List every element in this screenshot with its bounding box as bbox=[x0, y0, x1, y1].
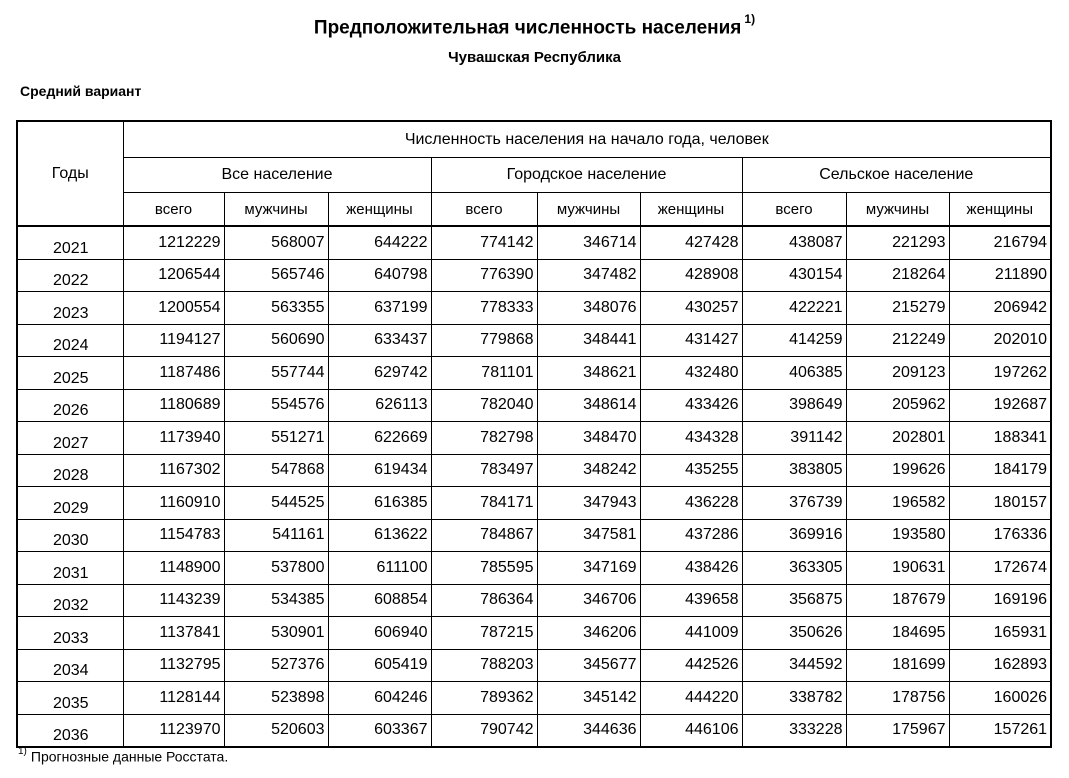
table-row bbox=[17, 226, 1051, 259]
value-cell: 530901 bbox=[224, 617, 328, 650]
value-cell: 784171 bbox=[431, 487, 537, 520]
value-cell: 184695 bbox=[846, 617, 949, 650]
value-cell: 544525 bbox=[224, 487, 328, 520]
header-sub-1-2: женщины bbox=[640, 193, 742, 227]
year-cell: 2027 bbox=[17, 422, 123, 455]
value-cell: 434328 bbox=[640, 422, 742, 455]
value-cell: 1206544 bbox=[123, 259, 224, 292]
year-cell: 2025 bbox=[17, 357, 123, 390]
value-cell: 427428 bbox=[640, 226, 742, 259]
region-subtitle: Чувашская Республика bbox=[448, 49, 621, 66]
value-cell: 613622 bbox=[328, 519, 431, 552]
value-cell: 608854 bbox=[328, 584, 431, 617]
value-cell: 205962 bbox=[846, 389, 949, 422]
value-cell: 428908 bbox=[640, 259, 742, 292]
value-cell: 604246 bbox=[328, 682, 431, 715]
value-cell: 181699 bbox=[846, 649, 949, 682]
value-cell: 162893 bbox=[949, 649, 1051, 682]
value-cell: 202801 bbox=[846, 422, 949, 455]
header-sub-0-2: женщины bbox=[328, 193, 431, 227]
table-row bbox=[17, 292, 1051, 325]
footnote bbox=[18, 744, 228, 767]
value-cell: 391142 bbox=[742, 422, 846, 455]
value-cell: 221293 bbox=[846, 226, 949, 259]
value-cell: 534385 bbox=[224, 584, 328, 617]
value-cell: 611100 bbox=[328, 552, 431, 585]
value-cell: 190631 bbox=[846, 552, 949, 585]
value-cell: 554576 bbox=[224, 389, 328, 422]
value-cell: 778333 bbox=[431, 292, 537, 325]
value-cell: 784867 bbox=[431, 519, 537, 552]
table-row bbox=[17, 422, 1051, 455]
table-row bbox=[17, 617, 1051, 650]
value-cell: 346706 bbox=[537, 584, 640, 617]
value-cell: 1160910 bbox=[123, 487, 224, 520]
year-cell: 2032 bbox=[17, 584, 123, 617]
value-cell: 1173940 bbox=[123, 422, 224, 455]
value-cell: 188341 bbox=[949, 422, 1051, 455]
year-cell: 2028 bbox=[17, 454, 123, 487]
population-table bbox=[16, 120, 1052, 748]
value-cell: 1132795 bbox=[123, 649, 224, 682]
value-cell: 1194127 bbox=[123, 324, 224, 357]
page-title bbox=[0, 9, 1069, 41]
value-cell: 606940 bbox=[328, 617, 431, 650]
table-row bbox=[17, 682, 1051, 715]
value-cell: 557744 bbox=[224, 357, 328, 390]
value-cell: 348242 bbox=[537, 454, 640, 487]
value-cell: 169196 bbox=[949, 584, 1051, 617]
header-sub-2-0: всего bbox=[742, 193, 846, 227]
value-cell: 345142 bbox=[537, 682, 640, 715]
table-row bbox=[17, 487, 1051, 520]
value-cell: 560690 bbox=[224, 324, 328, 357]
value-cell: 348470 bbox=[537, 422, 640, 455]
value-cell: 1148900 bbox=[123, 552, 224, 585]
value-cell: 209123 bbox=[846, 357, 949, 390]
value-cell: 430154 bbox=[742, 259, 846, 292]
year-cell: 2029 bbox=[17, 487, 123, 520]
value-cell: 347581 bbox=[537, 519, 640, 552]
header-sub-2-2: женщины bbox=[949, 193, 1051, 227]
value-cell: 338782 bbox=[742, 682, 846, 715]
value-cell: 779868 bbox=[431, 324, 537, 357]
value-cell: 547868 bbox=[224, 454, 328, 487]
page-title-text: Предположительная численность населения bbox=[313, 17, 742, 39]
table-body bbox=[17, 226, 1051, 747]
year-cell: 2034 bbox=[17, 649, 123, 682]
value-cell: 437286 bbox=[640, 519, 742, 552]
value-cell: 1200554 bbox=[123, 292, 224, 325]
value-cell: 1212229 bbox=[123, 226, 224, 259]
value-cell: 356875 bbox=[742, 584, 846, 617]
value-cell: 212249 bbox=[846, 324, 949, 357]
value-cell: 605419 bbox=[328, 649, 431, 682]
value-cell: 165931 bbox=[949, 617, 1051, 650]
year-cell: 2036 bbox=[17, 714, 123, 747]
value-cell: 422221 bbox=[742, 292, 846, 325]
table-row bbox=[17, 324, 1051, 357]
header-sub-1-0: всего bbox=[431, 193, 537, 227]
value-cell: 383805 bbox=[742, 454, 846, 487]
value-cell: 626113 bbox=[328, 389, 431, 422]
table-row bbox=[17, 389, 1051, 422]
value-cell: 541161 bbox=[224, 519, 328, 552]
value-cell: 616385 bbox=[328, 487, 431, 520]
value-cell: 622669 bbox=[328, 422, 431, 455]
value-cell: 347482 bbox=[537, 259, 640, 292]
value-cell: 438426 bbox=[640, 552, 742, 585]
value-cell: 398649 bbox=[742, 389, 846, 422]
value-cell: 350626 bbox=[742, 617, 846, 650]
table-row bbox=[17, 552, 1051, 585]
value-cell: 202010 bbox=[949, 324, 1051, 357]
value-cell: 431427 bbox=[640, 324, 742, 357]
value-cell: 187679 bbox=[846, 584, 949, 617]
value-cell: 414259 bbox=[742, 324, 846, 357]
header-sub-1-1: мужчины bbox=[537, 193, 640, 227]
table-row bbox=[17, 357, 1051, 390]
value-cell: 782798 bbox=[431, 422, 537, 455]
value-cell: 160026 bbox=[949, 682, 1051, 715]
year-cell: 2024 bbox=[17, 324, 123, 357]
value-cell: 211890 bbox=[949, 259, 1051, 292]
value-cell: 629742 bbox=[328, 357, 431, 390]
value-cell: 786364 bbox=[431, 584, 537, 617]
value-cell: 344636 bbox=[537, 714, 640, 747]
value-cell: 432480 bbox=[640, 357, 742, 390]
header-group-2: Сельское население bbox=[742, 158, 1051, 193]
value-cell: 1137841 bbox=[123, 617, 224, 650]
value-cell: 206942 bbox=[949, 292, 1051, 325]
value-cell: 640798 bbox=[328, 259, 431, 292]
value-cell: 430257 bbox=[640, 292, 742, 325]
year-cell: 2030 bbox=[17, 519, 123, 552]
header-group-1: Городское население bbox=[431, 158, 742, 193]
title-footnote-mark: 1) bbox=[744, 12, 756, 26]
value-cell: 1167302 bbox=[123, 454, 224, 487]
value-cell: 637199 bbox=[328, 292, 431, 325]
value-cell: 1154783 bbox=[123, 519, 224, 552]
value-cell: 520603 bbox=[224, 714, 328, 747]
table-row bbox=[17, 454, 1051, 487]
value-cell: 1143239 bbox=[123, 584, 224, 617]
value-cell: 178756 bbox=[846, 682, 949, 715]
value-cell: 216794 bbox=[949, 226, 1051, 259]
value-cell: 347943 bbox=[537, 487, 640, 520]
value-cell: 787215 bbox=[431, 617, 537, 650]
value-cell: 363305 bbox=[742, 552, 846, 585]
table-row bbox=[17, 584, 1051, 617]
value-cell: 193580 bbox=[846, 519, 949, 552]
value-cell: 176336 bbox=[949, 519, 1051, 552]
header-sub-2-1: мужчины bbox=[846, 193, 949, 227]
value-cell: 789362 bbox=[431, 682, 537, 715]
value-cell: 442526 bbox=[640, 649, 742, 682]
value-cell: 180157 bbox=[949, 487, 1051, 520]
value-cell: 175967 bbox=[846, 714, 949, 747]
value-cell: 218264 bbox=[846, 259, 949, 292]
value-cell: 790742 bbox=[431, 714, 537, 747]
value-cell: 348614 bbox=[537, 389, 640, 422]
value-cell: 192687 bbox=[949, 389, 1051, 422]
year-cell: 2023 bbox=[17, 292, 123, 325]
table-row bbox=[17, 259, 1051, 292]
value-cell: 527376 bbox=[224, 649, 328, 682]
value-cell: 603367 bbox=[328, 714, 431, 747]
table-row bbox=[17, 649, 1051, 682]
header-group-0: Все население bbox=[123, 158, 431, 193]
value-cell: 197262 bbox=[949, 357, 1051, 390]
value-cell: 537800 bbox=[224, 552, 328, 585]
value-cell: 633437 bbox=[328, 324, 431, 357]
footnote-mark: 1) bbox=[18, 746, 27, 757]
value-cell: 346206 bbox=[537, 617, 640, 650]
value-cell: 438087 bbox=[742, 226, 846, 259]
value-cell: 436228 bbox=[640, 487, 742, 520]
value-cell: 565746 bbox=[224, 259, 328, 292]
header-sub-0-0: всего bbox=[123, 193, 224, 227]
table-header bbox=[17, 121, 1051, 226]
value-cell: 369916 bbox=[742, 519, 846, 552]
year-cell: 2022 bbox=[17, 259, 123, 292]
value-cell: 439658 bbox=[640, 584, 742, 617]
value-cell: 333228 bbox=[742, 714, 846, 747]
value-cell: 196582 bbox=[846, 487, 949, 520]
value-cell: 774142 bbox=[431, 226, 537, 259]
value-cell: 781101 bbox=[431, 357, 537, 390]
value-cell: 619434 bbox=[328, 454, 431, 487]
table-row bbox=[17, 714, 1051, 747]
value-cell: 523898 bbox=[224, 682, 328, 715]
value-cell: 157261 bbox=[949, 714, 1051, 747]
value-cell: 172674 bbox=[949, 552, 1051, 585]
header-years: Годы bbox=[17, 121, 123, 226]
value-cell: 1128144 bbox=[123, 682, 224, 715]
value-cell: 551271 bbox=[224, 422, 328, 455]
year-cell: 2035 bbox=[17, 682, 123, 715]
value-cell: 444220 bbox=[640, 682, 742, 715]
value-cell: 435255 bbox=[640, 454, 742, 487]
value-cell: 785595 bbox=[431, 552, 537, 585]
table-row bbox=[17, 519, 1051, 552]
value-cell: 441009 bbox=[640, 617, 742, 650]
value-cell: 446106 bbox=[640, 714, 742, 747]
value-cell: 782040 bbox=[431, 389, 537, 422]
value-cell: 1187486 bbox=[123, 357, 224, 390]
value-cell: 346714 bbox=[537, 226, 640, 259]
value-cell: 345677 bbox=[537, 649, 640, 682]
value-cell: 563355 bbox=[224, 292, 328, 325]
value-cell: 215279 bbox=[846, 292, 949, 325]
value-cell: 376739 bbox=[742, 487, 846, 520]
year-cell: 2021 bbox=[17, 226, 123, 259]
year-cell: 2031 bbox=[17, 552, 123, 585]
value-cell: 348076 bbox=[537, 292, 640, 325]
header-main: Численность населения на начало года, человек bbox=[123, 121, 1051, 158]
value-cell: 433426 bbox=[640, 389, 742, 422]
forecast-variant-label: Средний вариант bbox=[20, 83, 142, 99]
year-cell: 2026 bbox=[17, 389, 123, 422]
year-cell: 2033 bbox=[17, 617, 123, 650]
value-cell: 199626 bbox=[846, 454, 949, 487]
value-cell: 1180689 bbox=[123, 389, 224, 422]
value-cell: 776390 bbox=[431, 259, 537, 292]
header-sub-0-1: мужчины bbox=[224, 193, 328, 227]
value-cell: 347169 bbox=[537, 552, 640, 585]
value-cell: 184179 bbox=[949, 454, 1051, 487]
value-cell: 1123970 bbox=[123, 714, 224, 747]
value-cell: 344592 bbox=[742, 649, 846, 682]
value-cell: 568007 bbox=[224, 226, 328, 259]
value-cell: 644222 bbox=[328, 226, 431, 259]
value-cell: 783497 bbox=[431, 454, 537, 487]
value-cell: 348621 bbox=[537, 357, 640, 390]
value-cell: 788203 bbox=[431, 649, 537, 682]
value-cell: 348441 bbox=[537, 324, 640, 357]
footnote-text: Прогнозные данные Росстата. bbox=[30, 748, 229, 765]
value-cell: 406385 bbox=[742, 357, 846, 390]
